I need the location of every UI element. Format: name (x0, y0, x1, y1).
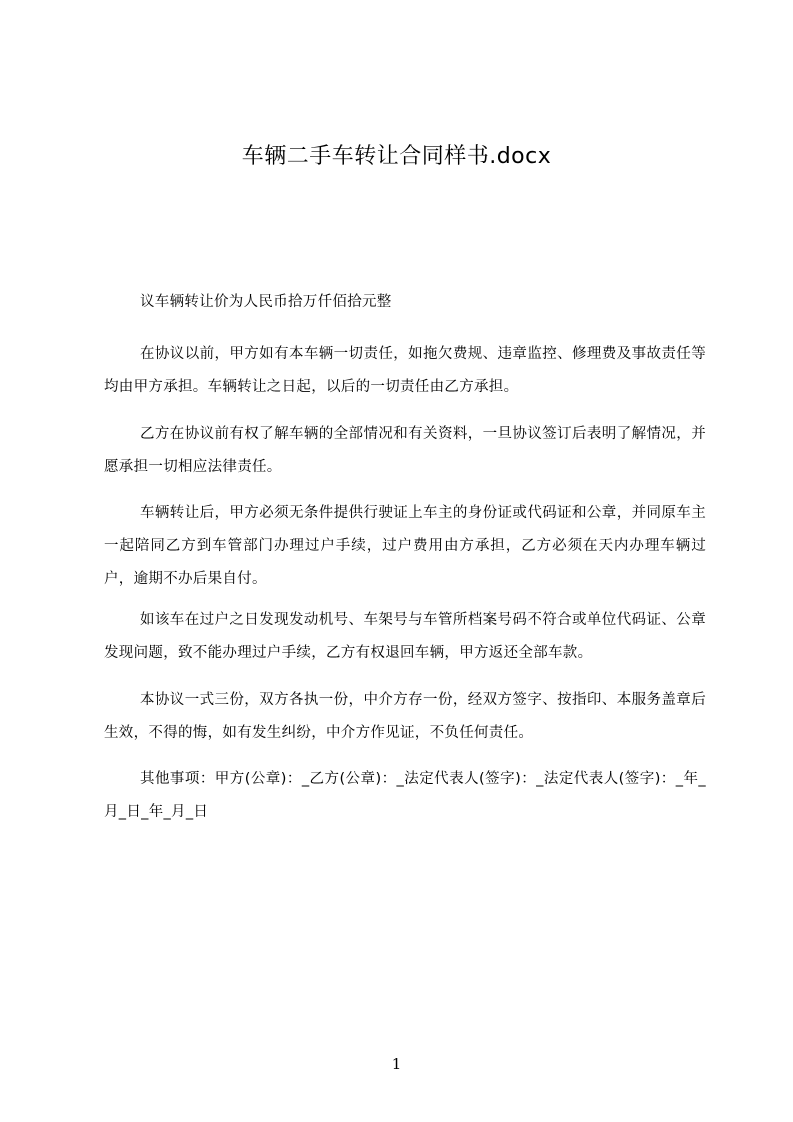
page-number: 1 (391, 1055, 402, 1073)
paragraph-transfer-procedure: 车辆转让后，甲方必须无条件提供行驶证上车主的身份证或代码证和公章，并同原车主一起陪同乙方到车管部门办理过户手续，过户费用由方承担，乙方必须在天内办理车辆过户，逾期不办后果自付。 (104, 505, 706, 587)
paragraph-mismatch-refund: 如该车在过户之日发现发动机号、车架号与车管所档案号码不符合或单位代码证、公章发现问题，致不能办理过户手续，乙方有权退回车辆，甲方返还全部车款。 (104, 612, 706, 661)
paragraph-price: 议车辆转让价为人民币拾万仟佰拾元整 (140, 294, 392, 310)
paragraph-copies-validity: 本协议一式三份，双方各执一份，中介方存一份，经双方签字、按指印、本服务盖章后生效，不得的悔，如有发生纠纷，中介方作见证，不负任何责任。 (104, 692, 706, 741)
paragraph-signatures: 其他事项：甲方(公章)：_乙方(公章)：_法定代表人(签字)：_法定代表人(签字)：_年_月_日_年_月_日 (104, 771, 706, 820)
paragraph-buyer-rights: 乙方在协议前有权了解车辆的全部情况和有关资料，一旦协议签订后表明了解情况，并愿承担一切相应法律责任。 (104, 426, 706, 475)
paragraph-liability-before: 在协议以前，甲方如有本车辆一切责任，如拖欠费规、违章监控、修理费及事故责任等均由甲方承担。车辆转让之日起，以后的一切责任由乙方承担。 (104, 346, 706, 395)
document-title: 车辆二手车转让合同样书.docx (241, 144, 552, 169)
